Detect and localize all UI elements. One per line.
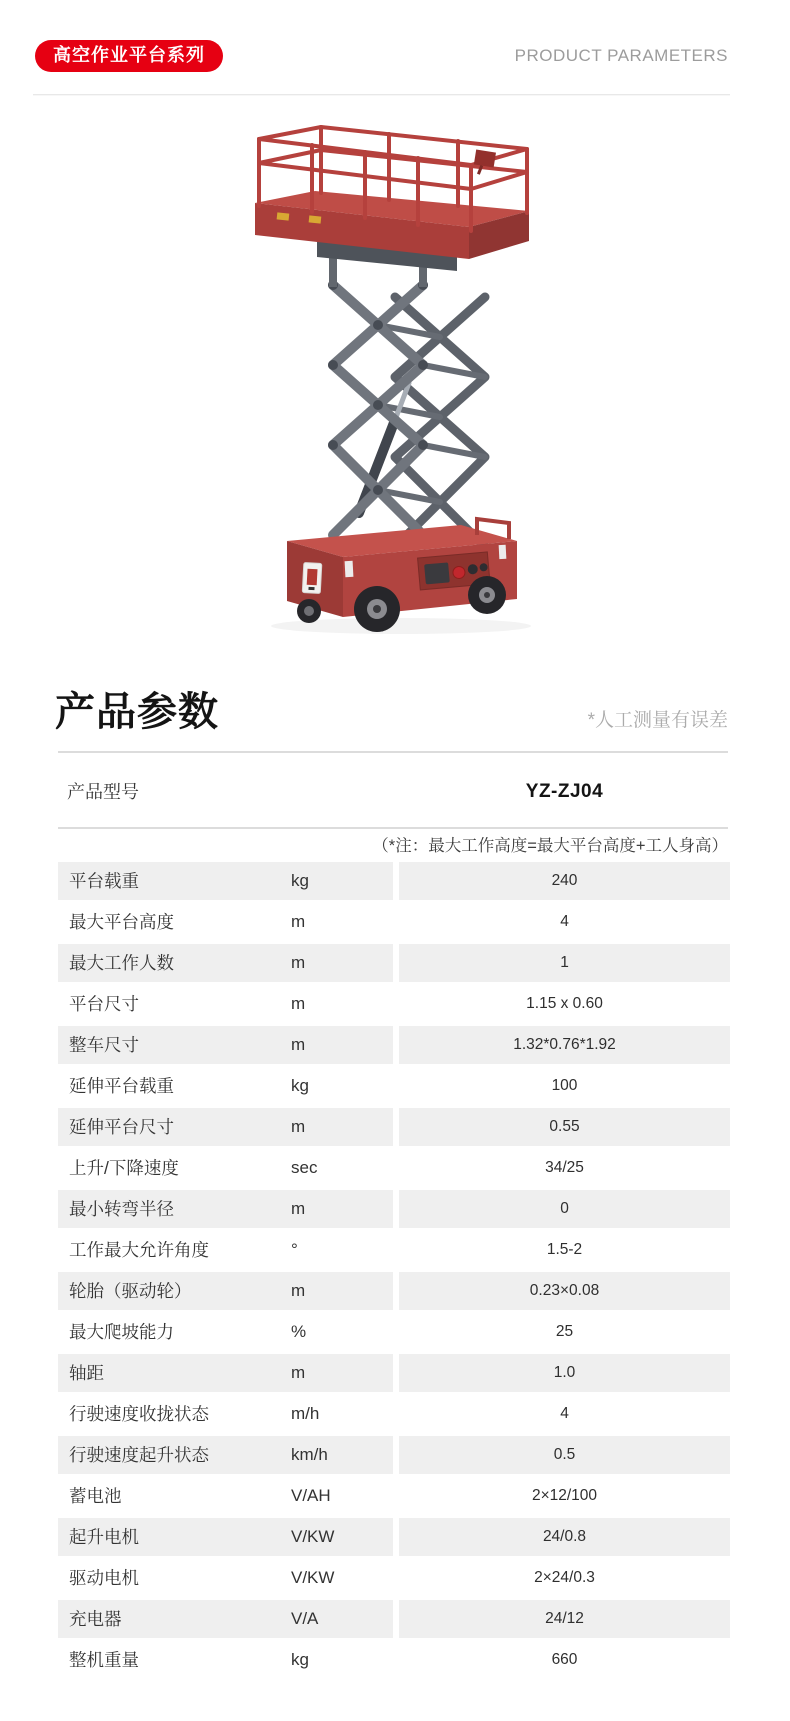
spec-unit: m xyxy=(291,1116,306,1136)
spec-label: 上升/下降速度 xyxy=(69,1158,179,1179)
spec-row xyxy=(58,1559,730,1597)
spec-row xyxy=(58,1395,730,1433)
spec-label: 最小转弯半径 xyxy=(69,1199,174,1220)
spec-value: 660 xyxy=(551,1650,578,1668)
spec-row-left xyxy=(58,1436,393,1474)
spec-row-left xyxy=(58,1477,393,1515)
spec-unit: % xyxy=(291,1321,307,1341)
divider-top xyxy=(58,751,728,753)
spec-row xyxy=(58,1190,730,1228)
spec-label: 起升电机 xyxy=(69,1527,139,1548)
spec-label: 工作最大允许角度 xyxy=(69,1240,209,1261)
spec-table xyxy=(58,862,730,1679)
spec-row xyxy=(58,1477,730,1515)
spec-value: 25 xyxy=(555,1322,574,1340)
spec-label: 最大平台高度 xyxy=(69,912,174,933)
spec-row-left xyxy=(58,985,393,1023)
spec-row xyxy=(58,944,730,982)
spec-label: 最大工作人数 xyxy=(69,953,174,974)
spec-row-left xyxy=(58,1231,393,1269)
spec-label: 轴距 xyxy=(69,1363,104,1384)
header-subtitle: PRODUCT PARAMETERS xyxy=(514,45,728,65)
spec-row-left xyxy=(58,944,393,982)
spec-value: 4 xyxy=(560,1404,569,1422)
spec-label: 轮胎（驱动轮） xyxy=(69,1281,192,1302)
spec-label: 平台载重 xyxy=(69,871,139,892)
spec-unit: m/h xyxy=(291,1403,320,1423)
spec-value: 1 xyxy=(399,944,730,982)
scissor-lift-illustration xyxy=(225,105,565,645)
spec-label: 行驶速度收拢状态 xyxy=(69,1404,209,1425)
spec-unit: V/KW xyxy=(291,1526,335,1546)
spec-value: 1.32*0.76*1.92 xyxy=(399,1026,730,1064)
spec-label: 最大爬坡能力 xyxy=(69,1322,174,1343)
spec-unit: m xyxy=(291,911,306,931)
spec-label: 行驶速度起升状态 xyxy=(69,1445,209,1466)
product-image xyxy=(225,105,565,645)
spec-row xyxy=(58,1354,730,1392)
spec-value: 0.55 xyxy=(399,1108,730,1146)
spec-row-left xyxy=(58,1518,393,1556)
measurement-disclaimer: *人工测量有误差 xyxy=(587,709,728,731)
spec-row-left xyxy=(58,1313,393,1351)
series-badge: 高空作业平台系列 xyxy=(35,40,223,72)
spec-value: 2×12/100 xyxy=(531,1486,598,1504)
spec-unit: m xyxy=(291,993,306,1013)
section-header xyxy=(0,689,790,735)
spec-row-left xyxy=(58,1641,393,1679)
spec-label: 平台尺寸 xyxy=(69,994,139,1015)
spec-unit: km/h xyxy=(291,1444,328,1464)
spec-row-left xyxy=(58,862,393,900)
model-value: YZ-ZJ04 xyxy=(525,780,604,802)
divider-model xyxy=(58,827,728,829)
spec-row-left xyxy=(58,1149,393,1187)
spec-row xyxy=(58,1600,730,1638)
spec-label: 驱动电机 xyxy=(69,1568,139,1589)
spec-value: 1.5-2 xyxy=(546,1240,583,1258)
spec-label: 延伸平台尺寸 xyxy=(69,1117,174,1138)
model-label: 产品型号 xyxy=(67,781,139,802)
spec-row xyxy=(58,903,730,941)
warning-sticker xyxy=(302,562,322,593)
spec-value: 2×24/0.3 xyxy=(534,1568,595,1586)
spec-row xyxy=(58,1231,730,1269)
spec-unit: V/A xyxy=(291,1608,319,1628)
spec-row xyxy=(58,1436,730,1474)
spec-value: 0.23×0.08 xyxy=(399,1272,730,1310)
spec-unit: m xyxy=(291,1280,306,1300)
spec-unit: kg xyxy=(291,1075,309,1095)
spec-row-left xyxy=(58,1395,393,1433)
spec-unit: m xyxy=(291,952,306,972)
spec-row-left xyxy=(58,1559,393,1597)
spec-row xyxy=(58,1272,730,1310)
spec-unit: kg xyxy=(291,1649,309,1669)
spec-value: 240 xyxy=(399,862,730,900)
page-header xyxy=(0,0,790,72)
spec-row xyxy=(58,985,730,1023)
spec-row-left xyxy=(58,1600,393,1638)
header-divider xyxy=(33,94,730,95)
spec-unit: V/AH xyxy=(291,1485,331,1505)
section-title: 产品参数 xyxy=(55,689,219,734)
spec-unit: m xyxy=(291,1198,306,1218)
spec-unit: m xyxy=(291,1034,306,1054)
spec-unit: V/KW xyxy=(291,1567,335,1587)
spec-row xyxy=(58,1641,730,1679)
spec-row-left xyxy=(58,1354,393,1392)
spec-value: 34/25 xyxy=(545,1158,584,1176)
spec-value: 24/0.8 xyxy=(399,1518,730,1556)
table-note: （*注：最大工作高度=最大平台高度+工人身高） xyxy=(372,836,728,855)
rail-control-box xyxy=(472,149,496,176)
spec-unit: kg xyxy=(291,870,309,890)
spec-unit: ° xyxy=(291,1239,298,1259)
model-row xyxy=(0,781,790,803)
spec-row xyxy=(58,1313,730,1351)
spec-row xyxy=(58,1026,730,1064)
spec-label: 整车尺寸 xyxy=(69,1035,139,1056)
spec-row-left xyxy=(58,1108,393,1146)
spec-row xyxy=(58,1149,730,1187)
spec-unit: sec xyxy=(291,1157,318,1177)
spec-row xyxy=(58,1108,730,1146)
spec-row-left xyxy=(58,1067,393,1105)
spec-unit: m xyxy=(291,1362,306,1382)
spec-label: 充电器 xyxy=(69,1609,122,1630)
spec-row-left xyxy=(58,1272,393,1310)
spec-value: 4 xyxy=(560,912,569,930)
spec-value: 1.0 xyxy=(399,1354,730,1392)
spec-row xyxy=(58,862,730,900)
spec-label: 整机重量 xyxy=(69,1650,139,1671)
spec-value: 0.5 xyxy=(399,1436,730,1474)
spec-row xyxy=(58,1067,730,1105)
spec-row-left xyxy=(58,1026,393,1064)
spec-value: 0 xyxy=(399,1190,730,1228)
spec-value: 24/12 xyxy=(399,1600,730,1638)
platform-deck xyxy=(255,191,529,259)
spec-label: 延伸平台载重 xyxy=(69,1076,174,1097)
spec-row-left xyxy=(58,903,393,941)
spec-row-left xyxy=(58,1190,393,1228)
spec-label: 蓄电池 xyxy=(69,1486,122,1507)
spec-value: 100 xyxy=(551,1076,578,1094)
spec-row xyxy=(58,1518,730,1556)
spec-value: 1.15 x 0.60 xyxy=(526,994,603,1012)
